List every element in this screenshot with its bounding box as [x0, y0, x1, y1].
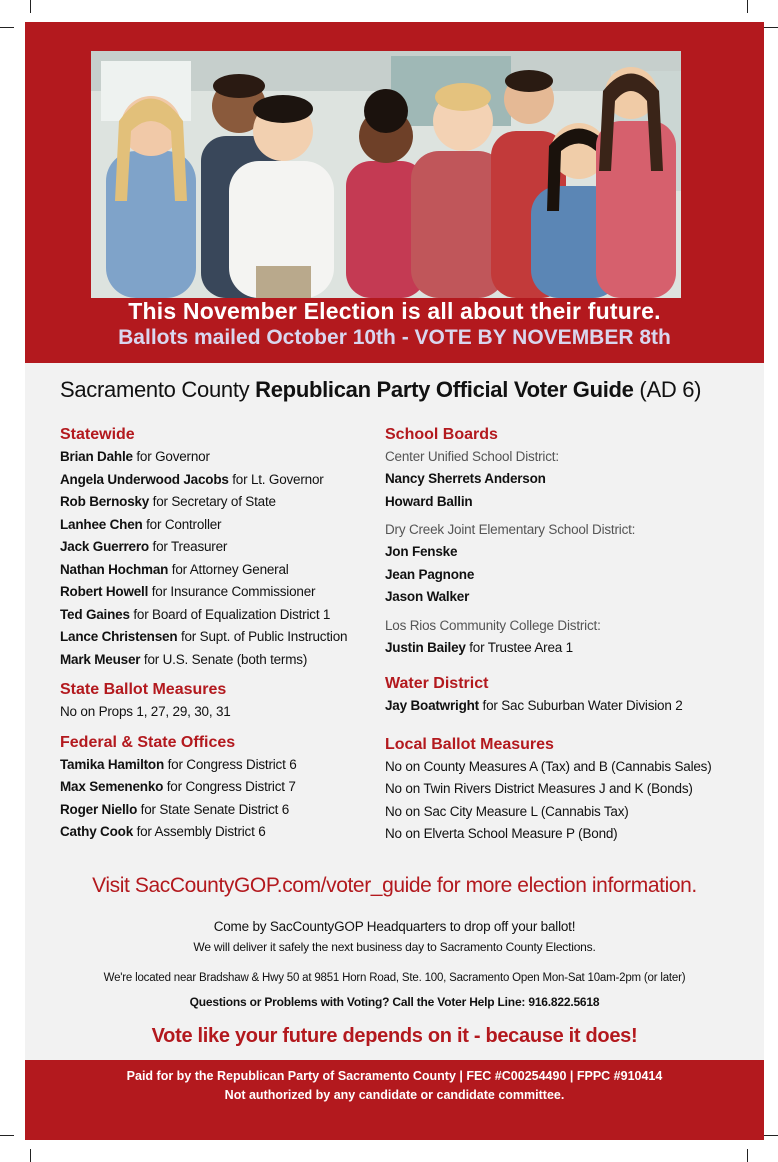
candidate-name-bold: Justin Bailey: [385, 639, 466, 655]
candidate-name: Brian Dahle: [60, 449, 133, 464]
candidate-name: Cathy Cook: [60, 824, 134, 839]
endorsement-line: [60, 514, 347, 537]
office-name: for Insurance Commissioner: [148, 584, 316, 599]
candidate-name: Nathan Hochman: [60, 561, 169, 577]
endorsement-line: [60, 626, 347, 649]
candidate-name: Robert Howell: [60, 584, 149, 599]
crop-mark: [0, 27, 14, 28]
office-name: for Congress District 7: [163, 779, 296, 794]
office-name: for U.S. Senate (both terms): [140, 651, 308, 667]
office-name: for Board of Equalization District 1: [129, 606, 331, 622]
visit-website-text: Visit SacCountyGOP.com/voter_guide for more election information.: [92, 874, 697, 897]
candidate-name: Lanhee Chen: [60, 516, 143, 532]
endorsement-line: [385, 637, 712, 660]
endorsement-line: [60, 821, 347, 844]
office-name: for Attorney General: [168, 561, 289, 577]
endorsement-line: [60, 536, 347, 559]
candidate-name-bold: Nancy Sherrets Anderson: [385, 471, 546, 486]
dropoff-text: Come by SacCountyGOP Headquarters to drop off your ballot!: [213, 919, 576, 934]
candidate-name: [385, 541, 712, 564]
office-name: for Assembly District 6: [133, 824, 266, 839]
endorsement-line: [60, 559, 347, 582]
title-suffix: (AD 6): [633, 377, 702, 402]
endorsement-line: [60, 754, 347, 777]
endorsement-line: [60, 491, 347, 514]
hero-headline: This November Election is all about their future.: [128, 298, 661, 324]
children-photo: [91, 51, 681, 298]
office-name: for Trustee Area 1: [465, 639, 573, 655]
office-name: for Lt. Governor: [228, 471, 324, 487]
footer-line-1: Paid for by the Republican Party of Sacramento County | FEC #C00254490 | FPPC #910414: [126, 1069, 663, 1083]
measure-line: No on Props 1, 27, 29, 30, 31: [60, 704, 231, 719]
location-text: We're located near Bradshaw & Hwy 50 at 9851 Horn Road, Ste. 100, Sacramento Open Mon-Sat 10am-2pm (or later): [103, 972, 686, 984]
section-heading-statewide: Statewide: [60, 426, 135, 443]
candidate-name-bold: Howard Ballin: [385, 493, 473, 509]
candidate-name: Rob Bernosky: [60, 494, 150, 509]
section-heading-federal: Federal & State Offices: [60, 733, 236, 751]
left-column: [60, 424, 347, 844]
measure-line: No on Sac City Measure L (Cannabis Tax): [385, 803, 629, 819]
measure-line: No on County Measures A (Tax) and B (Cannabis Sales): [385, 758, 712, 774]
office-name: for Supt. of Public Instruction: [177, 629, 348, 644]
helpline-text: Questions or Problems with Voting? Call the Voter Help Line: 916.822.5618: [189, 995, 600, 1009]
candidate-name-bold: Jason Walker: [385, 589, 470, 604]
endorsement-line: [385, 695, 712, 718]
crop-mark: [0, 1135, 14, 1136]
section-heading-state-measures: State Ballot Measures: [60, 681, 227, 698]
candidate-name: Angela Underwood Jacobs: [60, 471, 229, 487]
candidate-name: Jack Guerrero: [60, 539, 149, 554]
candidate-name: [385, 468, 712, 491]
office-name: for Sac Suburban Water Division 2: [478, 698, 683, 713]
endorsement-line: [60, 649, 347, 672]
section-heading-local-measures: Local Ballot Measures: [385, 735, 554, 753]
title-bold: Republican Party Official Voter Guide: [255, 377, 634, 402]
measure-line: No on Elverta School Measure P (Bond): [385, 826, 618, 841]
office-name: for Controller: [142, 516, 222, 532]
district-label: Dry Creek Joint Elementary School District:: [385, 522, 636, 537]
deliver-text: We will deliver it safely the next business day to Sacramento County Elections.: [193, 940, 596, 954]
section-heading-water: Water District: [385, 675, 489, 692]
candidate-name: [385, 491, 712, 514]
footer-line-2: Not authorized by any candidate or candidate committee.: [224, 1088, 565, 1102]
measure-line: No on Twin Rivers District Measures J and K (Bonds): [385, 781, 693, 796]
paid-for-footer: [25, 1060, 764, 1140]
office-name: for Secretary of State: [149, 494, 276, 509]
office-name: for Governor: [132, 449, 210, 464]
crop-mark: [30, 1149, 31, 1162]
candidate-name: Max Semenenko: [60, 779, 164, 794]
title-prefix: Sacramento County: [60, 377, 256, 402]
guide-title: [60, 377, 701, 403]
office-name: for Treasurer: [148, 539, 228, 554]
endorsement-line: [60, 581, 347, 604]
candidate-name: Mark Meuser: [60, 651, 141, 667]
vote-slogan: Vote like your future depends on it - because it does!: [151, 1025, 638, 1047]
district-label: Los Rios Community College District:: [385, 617, 601, 633]
candidate-name: [385, 564, 712, 587]
crop-mark: [30, 0, 31, 13]
hero-subline: Ballots mailed October 10th - VOTE BY NOVEMBER 8th: [118, 326, 671, 349]
right-column: [385, 424, 712, 846]
endorsement-line: [60, 469, 347, 492]
candidate-name: Roger Niello: [60, 801, 138, 817]
section-heading-school-boards: School Boards: [385, 426, 498, 443]
candidate-name-bold: Jay Boatwright: [385, 698, 479, 713]
office-name: for Congress District 6: [164, 756, 297, 772]
endorsement-line: [60, 604, 347, 627]
candidate-name: Ted Gaines: [60, 606, 130, 622]
office-name: for State Senate District 6: [137, 801, 290, 817]
candidate-name: [385, 586, 712, 609]
endorsement-line: [60, 799, 347, 822]
crop-mark: [764, 1135, 778, 1136]
crop-mark: [764, 27, 778, 28]
children-photo-illustration: [91, 51, 681, 298]
endorsement-line: [60, 446, 347, 469]
crop-mark: [747, 0, 748, 13]
endorsement-line: [60, 776, 347, 799]
candidate-name: Lance Christensen: [60, 629, 178, 644]
candidate-name-bold: Jon Fenske: [385, 544, 458, 559]
candidate-name-bold: Jean Pagnone: [385, 566, 475, 582]
crop-mark: [747, 1149, 748, 1162]
district-label: Center Unified School District:: [385, 449, 559, 464]
candidate-name: Tamika Hamilton: [60, 756, 165, 772]
